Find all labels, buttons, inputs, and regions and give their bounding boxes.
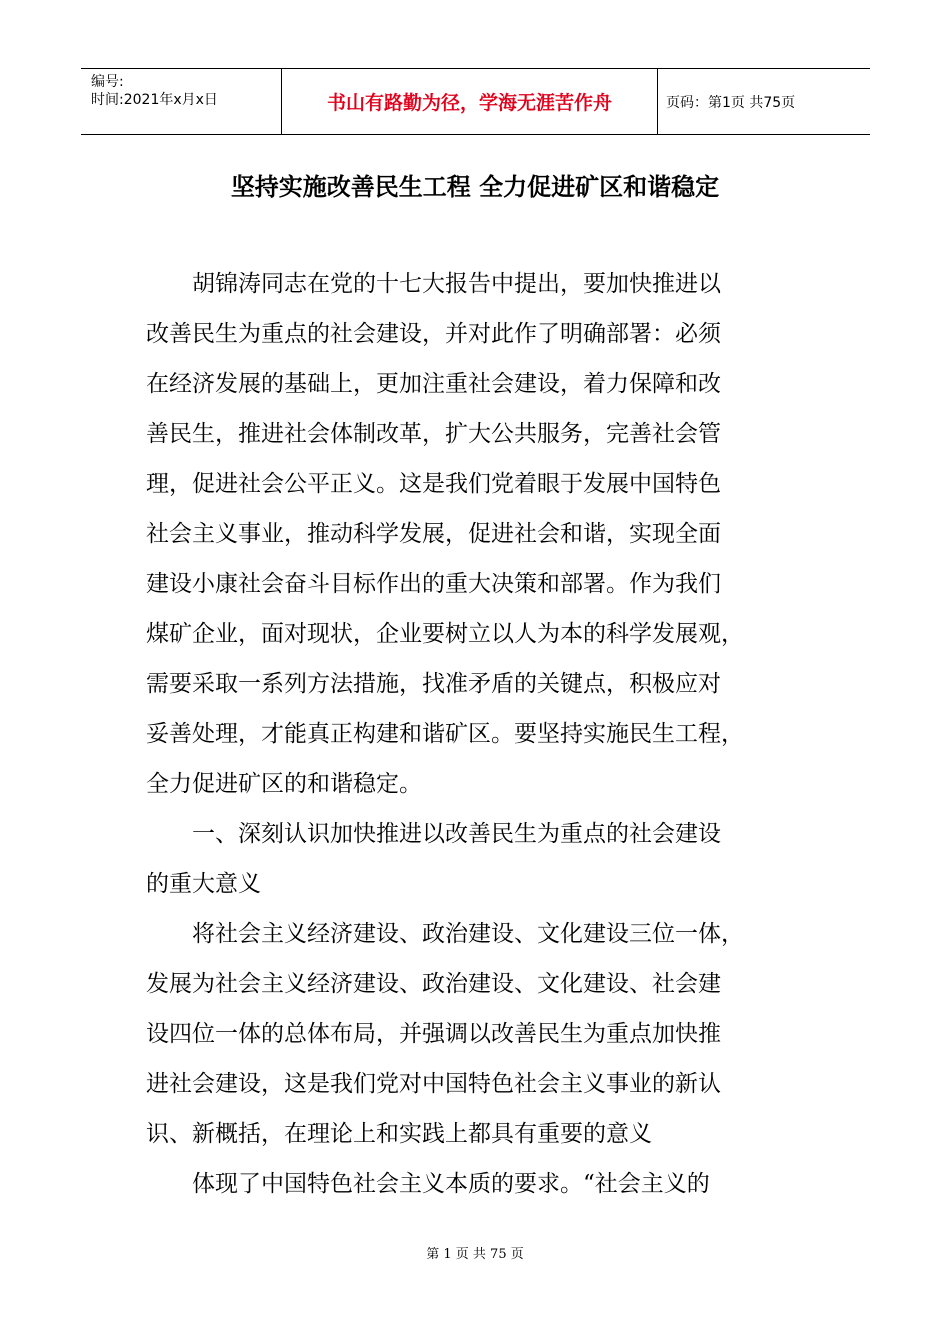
body-line: 需要采取一系列方法措施，找准矛盾的关键点，积极应对 bbox=[146, 671, 721, 697]
time-label: 时间:2021年x月x日 bbox=[91, 92, 218, 108]
page-footer: 第 1 页 共 75 页 bbox=[426, 1247, 524, 1262]
body-line: 全力促进矿区的和谐稳定。 bbox=[146, 771, 422, 797]
body-line: 的重大意义 bbox=[146, 871, 261, 897]
document-body bbox=[146, 259, 822, 1209]
header-page-info: 页码：第1页 共75页 bbox=[666, 94, 796, 111]
body-line: 进社会建设，这是我们党对中国特色社会主义事业的新认 bbox=[146, 1071, 721, 1097]
body-line: 善民生，推进社会体制改革，扩大公共服务，完善社会管 bbox=[146, 421, 721, 447]
body-line: 发展为社会主义经济建设、政治建设、文化建设、社会建 bbox=[146, 971, 721, 997]
body-line: 改善民生为重点的社会建设，并对此作了明确部署：必须 bbox=[146, 321, 721, 347]
body-line: 识、新概括，在理论上和实践上都具有重要的意义 bbox=[146, 1121, 652, 1147]
body-line: 煤矿企业，面对现状，企业要树立以人为本的科学发展观， bbox=[146, 621, 744, 647]
header-motto: 书山有路勤为径，学海无涯苦作舟 bbox=[282, 69, 658, 134]
body-line: 一、深刻认识加快推进以改善民生为重点的社会建设 bbox=[146, 821, 721, 847]
body-line: 社会主义事业，推动科学发展，促进社会和谐，实现全面 bbox=[146, 521, 721, 547]
body-line: 将社会主义经济建设、政治建设、文化建设三位一体， bbox=[146, 921, 744, 947]
document-title: 坚持实施改善民生工程 全力促进矿区和谐稳定 bbox=[230, 173, 720, 201]
body-line: 设四位一体的总体布局，并强调以改善民生为重点加快推 bbox=[146, 1021, 721, 1047]
body-line: 胡锦涛同志在党的十七大报告中提出，要加快推进以 bbox=[146, 271, 721, 297]
body-line: 建设小康社会奋斗目标作出的重大决策和部署。作为我们 bbox=[146, 571, 721, 597]
number-label: 编号: bbox=[91, 74, 124, 90]
body-line: 在经济发展的基础上，更加注重社会建设，着力保障和改 bbox=[146, 371, 721, 397]
body-line: 体现了中国特色社会主义本质的要求。“社会主义的 bbox=[146, 1171, 710, 1197]
body-line: 妥善处理，才能真正构建和谐矿区。要坚持实施民生工程， bbox=[146, 721, 744, 747]
document-header bbox=[81, 68, 870, 135]
header-meta bbox=[81, 69, 282, 134]
body-line: 理，促进社会公平正义。这是我们党着眼于发展中国特色 bbox=[146, 471, 721, 497]
